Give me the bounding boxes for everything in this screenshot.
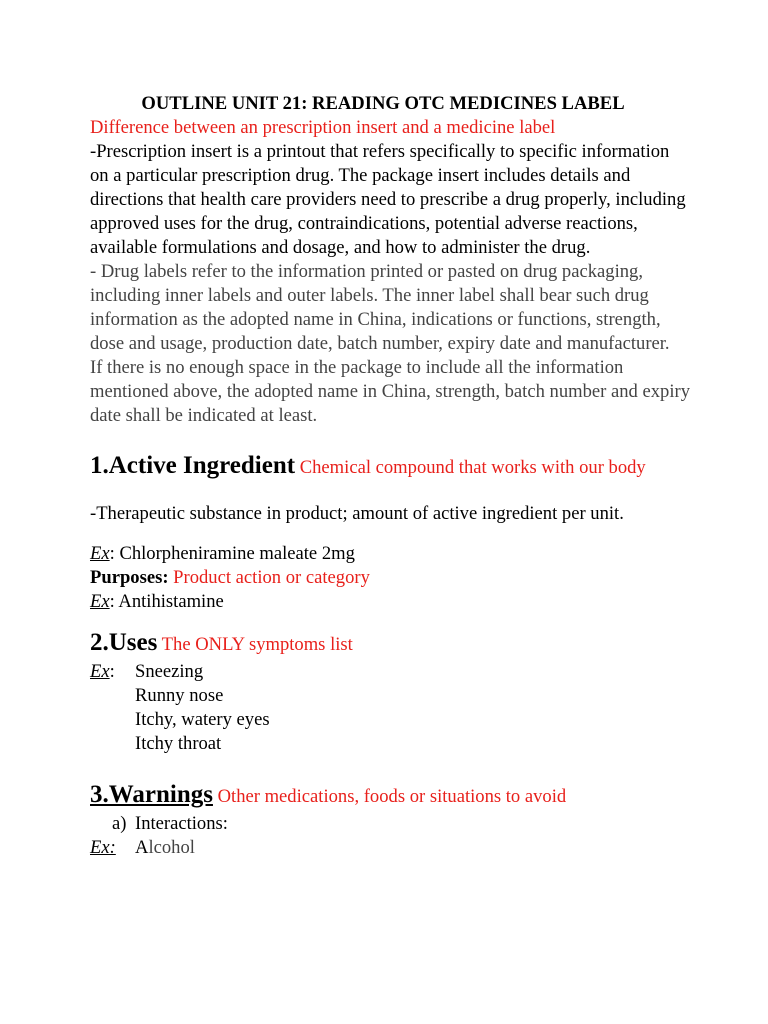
purposes-note: Product action or category (173, 567, 370, 588)
uses-ex-label (90, 660, 135, 756)
document-title: OUTLINE UNIT 21: READING OTC MEDICINES LABEL (141, 93, 625, 114)
ex-label: Ex: (90, 837, 116, 858)
example-first-letter: A (135, 837, 149, 858)
section-uses (90, 628, 690, 660)
example-text: : Chlorpheniramine maleate 2mg (109, 543, 355, 564)
subitem-marker: a) (112, 813, 127, 834)
label-paragraph: - Drug labels refer to the information printed or pasted on drug packaging, including inner labels and outer labels. The inner label shall bear such drug information as the adopted name in China, indications or functions, strength, dose and usage, production date, batch number, expiry date and manufacturer. (90, 261, 670, 354)
active-ingredient-desc: -Therapeutic substance in product; amount of active ingredient per unit. (90, 503, 624, 524)
section-heading-uses: 2.Uses (90, 629, 158, 656)
purposes-example (90, 590, 690, 614)
list-item: Runny nose (135, 685, 224, 706)
section-heading-active-ingredient: 1.Active Ingredient (90, 452, 296, 479)
warnings-example (90, 836, 690, 860)
space-paragraph: If there is no enough space in the package to include all the information mentioned above, the adopted name in China, strength, batch number and expiry date shall be indicated at least. (90, 357, 690, 426)
example-rest: lcohol (148, 837, 195, 858)
purposes-line (90, 566, 690, 590)
section-active-ingredient (90, 450, 690, 484)
uses-items (135, 660, 270, 756)
insert-paragraph: -Prescription insert is a printout that refers specifically to specific information on a particular prescription drug. The package insert includes details and directions that health care providers need to prescribe a drug properly, including approved uses for the drug, contraindications, potential adverse reactions, available formulations and dosage, and how to administer the drug. (90, 141, 686, 258)
document-body (90, 92, 690, 860)
purposes-label: Purposes: (90, 567, 169, 588)
ex-label: Ex (90, 661, 110, 682)
intro-subheading: Difference between an prescription insert and a medicine label (90, 117, 556, 138)
warnings-subitem (90, 812, 690, 836)
section-heading-warnings: 3.Warnings (90, 781, 213, 808)
section-note-uses: The ONLY symptoms list (161, 634, 353, 655)
ex-colon: : (109, 661, 115, 682)
example-text: : Antihistamine (109, 591, 224, 612)
section-note-warnings: Other medications, foods or situations to avoid (217, 786, 567, 807)
list-item: Itchy, watery eyes (135, 709, 270, 730)
section-note-active-ingredient: Chemical compound that works with our body (299, 457, 646, 478)
ex-label: Ex (90, 543, 110, 564)
list-item: Itchy throat (135, 733, 222, 754)
example-text (135, 836, 195, 860)
section-warnings (90, 780, 690, 812)
ex-label: Ex (90, 591, 110, 612)
uses-list (90, 660, 690, 756)
list-item: Sneezing (135, 661, 204, 682)
subitem-label: Interactions: (135, 813, 228, 834)
active-ingredient-example (90, 542, 690, 566)
